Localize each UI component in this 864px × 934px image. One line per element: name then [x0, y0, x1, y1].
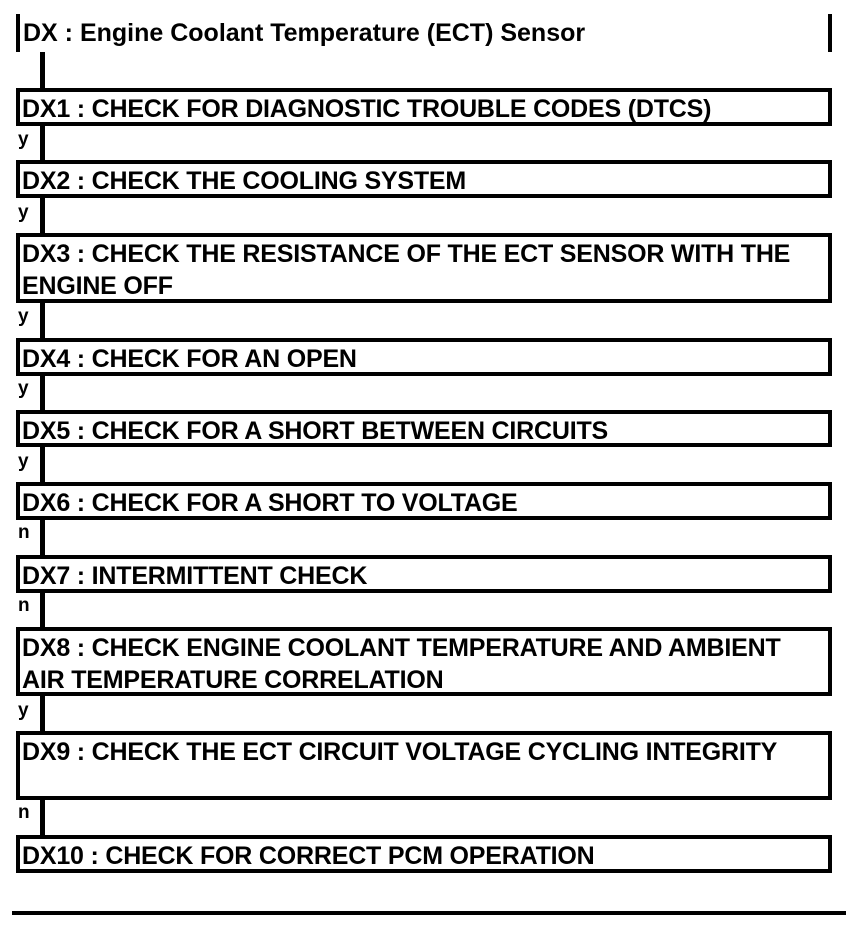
answer-dx1: y — [18, 129, 29, 150]
step-label-dx1: DX1 : CHECK FOR DIAGNOSTIC TROUBLE CODES (DTCS) — [22, 95, 712, 123]
step-box-dx4 — [16, 338, 832, 376]
connector-dx7-to-dx8 — [40, 593, 45, 627]
answer-dx3: y — [18, 306, 29, 327]
step-box-dx8 — [16, 627, 832, 696]
step-label-dx9: DX9 : CHECK THE ECT CIRCUIT VOLTAGE CYCLING INTEGRITY — [22, 738, 778, 766]
flowchart-title-box — [16, 14, 832, 52]
step-box-dx5 — [16, 410, 832, 447]
answer-dx5: y — [18, 451, 29, 472]
connector-dx6-to-dx7 — [40, 520, 45, 555]
step-label-dx6: DX6 : CHECK FOR A SHORT TO VOLTAGE — [22, 489, 518, 517]
connector-dx3-to-dx4 — [40, 303, 45, 338]
step-box-dx6 — [16, 482, 832, 520]
step-box-dx2 — [16, 160, 832, 198]
step-box-dx10 — [16, 835, 832, 873]
step-box-dx9 — [16, 731, 832, 800]
answer-dx7: n — [18, 595, 30, 616]
step-label-dx10: DX10 : CHECK FOR CORRECT PCM OPERATION — [22, 842, 595, 870]
connector-dx5-to-dx6 — [40, 447, 45, 482]
step-label-dx4: DX4 : CHECK FOR AN OPEN — [22, 345, 357, 373]
step-label-dx2: DX2 : CHECK THE COOLING SYSTEM — [22, 167, 467, 195]
step-label-dx7: DX7 : INTERMITTENT CHECK — [22, 562, 368, 590]
connector-dx1-to-dx2 — [40, 126, 45, 160]
step-label-dx8: DX8 : CHECK ENGINE COOLANT TEMPERATURE AND AMBIENT AIR TEMPERATURE CORRELATION — [22, 634, 781, 694]
connector-dx2-to-dx3 — [40, 198, 45, 233]
answer-dx6: n — [18, 522, 30, 543]
step-box-dx7 — [16, 555, 832, 593]
connector-dx8-to-dx9 — [40, 696, 45, 731]
step-label-dx5: DX5 : CHECK FOR A SHORT BETWEEN CIRCUITS — [22, 417, 608, 445]
connector-title-to-dx1 — [40, 52, 45, 88]
step-box-dx3 — [16, 233, 832, 303]
answer-dx4: y — [18, 378, 29, 399]
connector-dx9-to-dx10 — [40, 800, 45, 835]
connector-dx4-to-dx5 — [40, 376, 45, 410]
answer-dx9: n — [18, 802, 30, 823]
step-box-dx1 — [16, 88, 832, 126]
flowchart-title: DX : Engine Coolant Temperature (ECT) Sensor — [23, 19, 586, 47]
step-label-dx3: DX3 : CHECK THE RESISTANCE OF THE ECT SENSOR WITH THE ENGINE OFF — [22, 240, 791, 300]
answer-dx8: y — [18, 700, 29, 721]
footer-divider — [12, 911, 846, 915]
answer-dx2: y — [18, 202, 29, 223]
